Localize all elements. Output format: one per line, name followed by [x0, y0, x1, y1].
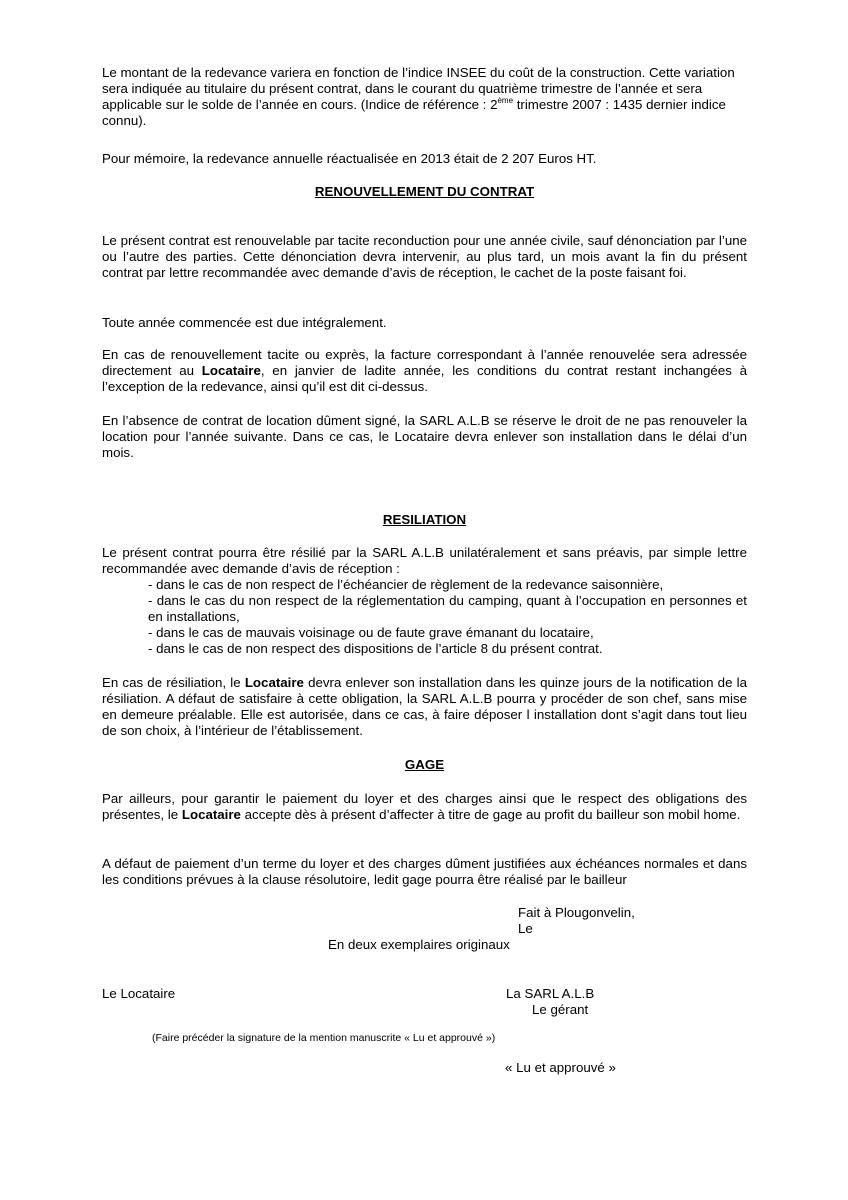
- heading-renouvellement: RENOUVELLEMENT DU CONTRAT: [314, 184, 535, 199]
- signature-gerant-label: Le gérant: [532, 1002, 589, 1017]
- signature-sarl-label: La SARL A.L.B: [506, 986, 595, 1001]
- date-label: Le: [518, 921, 533, 936]
- lu-et-approuve: « Lu et approuvé »: [505, 1060, 616, 1075]
- paragraph-annee-commencee: Toute année commencée est due intégralement.: [102, 315, 387, 330]
- exemplaires-originaux: En deux exemplaires originaux: [328, 937, 510, 952]
- mention-manuscrite-note: (Faire précéder la signature de la mention manuscrite « Lu et approuvé »): [152, 1032, 496, 1044]
- fait-a-plougonvelin: Fait à Plougonvelin,: [518, 905, 635, 920]
- paragraph-renouvellement-tacite: En cas de renouvellement tacite ou exprès, la facture correspondant à l’année renouvelée sera adressée directement au Locataire, en janvier de ladite année, les conditions du contrat restant inchangées à l’exception de la redevance, ainsi qu’il est dit ci-dessus.: [102, 347, 748, 394]
- list-item: - dans le cas de non respect des dispositions de l’article 8 du présent contrat.: [148, 641, 603, 656]
- list-item: - dans le cas de mauvais voisinage ou de faute grave émanant du locataire,: [148, 625, 594, 640]
- paragraph-redevance-2013: Pour mémoire, la redevance annuelle réactualisée en 2013 était de 2 207 Euros HT.: [102, 151, 597, 166]
- paragraph-renouvelable: Le présent contrat est renouvelable par tacite reconduction pour une année civile, sauf dénonciation par l’une ou l’autre des parties. Cette dénonciation devra intervenir, au plus tard, un mois avant la fin du présent contrat par lettre recommandée avec demande d’avis de réception, le cachet de la poste faisant foi.: [102, 233, 747, 280]
- list-item: - dans le cas du non respect de la réglementation du camping, quant à l’occupation en personnes et en installations,: [148, 593, 747, 624]
- resiliation-list: [102, 577, 747, 657]
- heading-gage: GAGE: [404, 757, 445, 772]
- signature-locataire-label: Le Locataire: [102, 986, 176, 1001]
- list-item: - dans le cas de non respect de l’échéancier de règlement de la redevance saisonnière,: [148, 577, 664, 592]
- paragraph-defaut-paiement: A défaut de paiement d’un terme du loyer et des charges dûment justifiées aux échéances normales et dans les conditions prévues à la clause résolutoire, ledit gage pourra être réalisé par le bailleur: [102, 856, 747, 887]
- paragraph-resiliation-intro: Le présent contrat pourra être résilié par la SARL A.L.B unilatéralement et sans préavis, par simple lettre recommandée avec demande d’avis de réception :: [102, 545, 747, 576]
- heading-resiliation: RESILIATION: [382, 512, 467, 527]
- paragraph-cas-resiliation: En cas de résiliation, le Locataire devra enlever son installation dans les quinze jours de la notification de la résiliation. A défaut de satisfaire à cette obligation, la SARL A.L.B pourra y procéder de son chef, sans mise en demeure préalable. Elle est autorisée, dans ce cas, à faire déposer l installation dont s’agit dans tout lieu de son choix, à l’intérieur de l’établissement.: [102, 675, 747, 738]
- paragraph-indice-insee: Le montant de la redevance variera en fonction de l’indice INSEE du coût de la construction. Cette variation sera indiquée au titulaire du présent contrat, dans le courant du quatrième trimestre de l’année et sera applicable sur le solde de l’année en cours. (Indice de référence : 2ème trimestre 2007 : 1435 dernier indice connu).: [102, 65, 735, 128]
- paragraph-absence-contrat: En l’absence de contrat de location dûment signé, la SARL A.L.B se réserve le droit de ne pas renouveler la location pour l’année suivante. Dans ce cas, le Locataire devra enlever son installation dans le délai d’un mois.: [102, 413, 747, 460]
- paragraph-gage: Par ailleurs, pour garantir le paiement du loyer et des charges ainsi que le respect des obligations des présentes, le Locataire accepte dès à présent d’affecter à titre de gage au profit du bailleur son mobil home.: [102, 791, 747, 822]
